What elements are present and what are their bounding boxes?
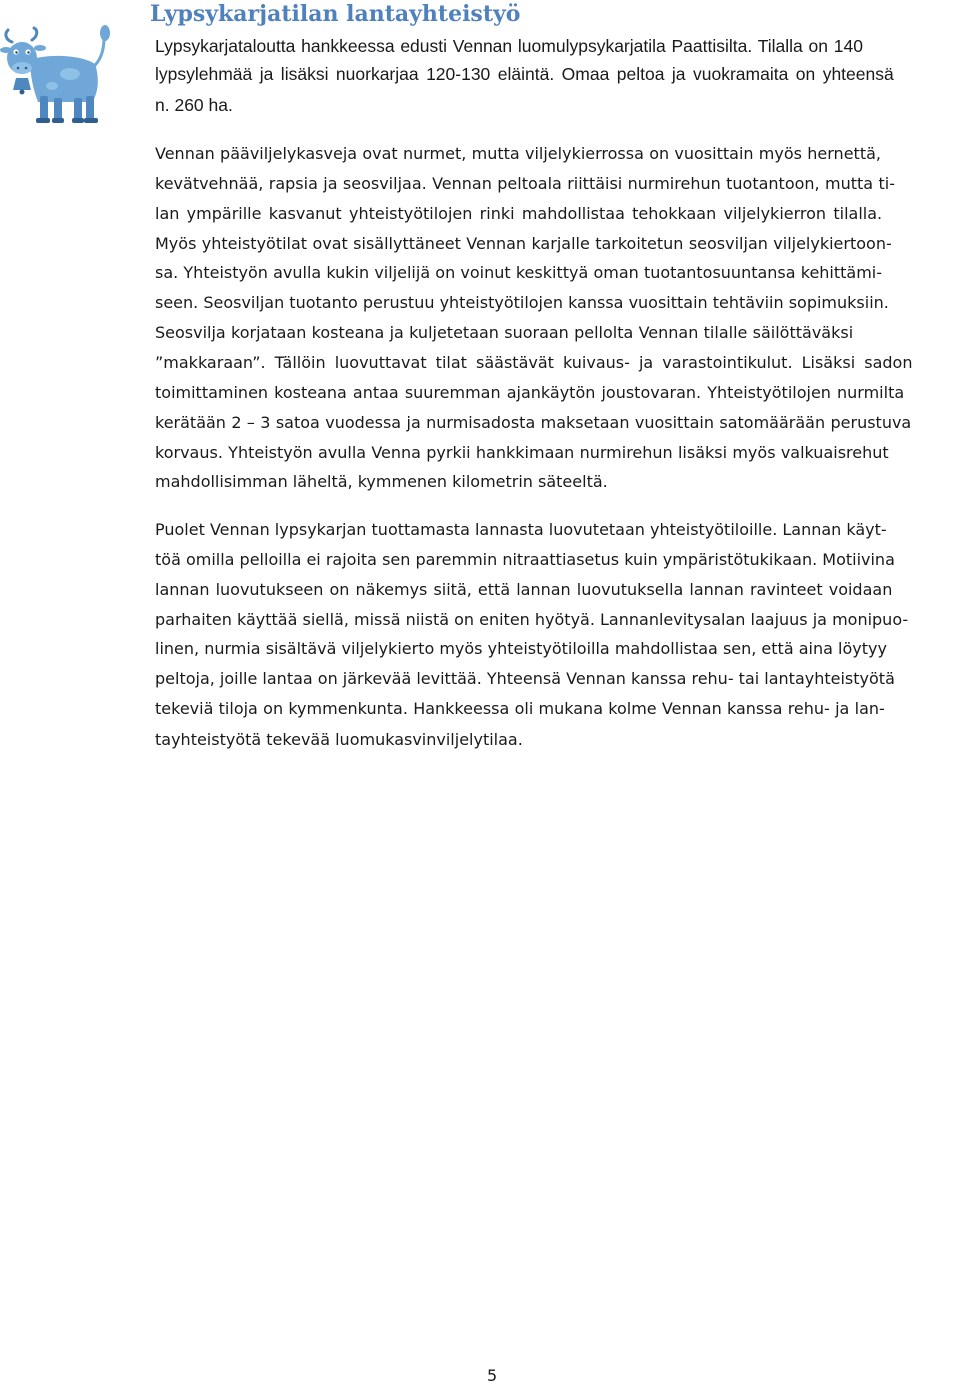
paragraph-3-line-7: tekeviä tiloja on kymmenkunta. Hankkeessa oli mukana kolme Vennan kanssa rehu- ja lan-: [155, 699, 885, 718]
paragraph-3-line-4: parhaiten käyttää siellä, missä niistä on eniten hyötyä. Lannanlevitysalan laajuus ja monipuo-: [155, 610, 909, 629]
paragraph-2-line-4: Myös yhteistyötilat ovat sisällyttäneet Vennan karjalle tarkoitetun seosviljan viljelykiertoon-: [155, 234, 892, 253]
page-number: 5: [487, 1366, 498, 1385]
paragraph-3-line-5: linen, nurmia sisältävä viljelykierto myös yhteistyötiloilla mahdollistaa sen, että aina löytyy: [155, 639, 887, 658]
paragraph-1-line-3: n. 260 ha.: [155, 95, 233, 115]
paragraph-2-line-9: toimittaminen kosteana antaa suuremman ajankäytön joustovaran. Yhteistyötilojen nurmilta: [155, 383, 905, 402]
cow-mascot-icon: [0, 24, 128, 136]
paragraph-2-line-3: lan ympärille kasvanut yhteistyötilojen rinki mahdollistaa tehokkaan viljelykierron tilalla.: [155, 204, 883, 223]
paragraph-2-line-7: Seosvilja korjataan kosteana ja kuljetetaan suoraan pellolta Vennan tilalle säilöttäväksi: [155, 323, 854, 342]
paragraph-3-line-2: töä omilla pelloilla ei rajoita sen paremmin nitraattiasetus kuin ympäristötukikaan. Motiivina: [155, 550, 895, 569]
paragraph-3-line-6: peltoja, joille lantaa on järkevää levittää. Yhteensä Vennan kanssa rehu- tai lantayhteistyötä: [155, 669, 895, 688]
paragraph-2-line-1: Vennan pääviljelykasveja ovat nurmet, mutta viljelykierrossa on vuosittain myös hernettä,: [155, 144, 881, 163]
paragraph-2-line-12: mahdollisimman läheltä, kymmenen kilometrin säteeltä.: [155, 472, 608, 491]
paragraph-1-line-1: Lypsykarjataloutta hankkeessa edusti Vennan luomulypsykarjatila Paattisilta. Tilalla on 140: [155, 36, 863, 56]
paragraph-2-line-6: seen. Seosviljan tuotanto perustuu yhteistyötilojen kanssa vuosittain tehtäviin sopimuksiin.: [155, 293, 889, 312]
paragraph-3-line-1: Puolet Vennan lypsykarjan tuottamasta lannasta luovutetaan yhteistyötiloille. Lannan käyt-: [155, 520, 887, 539]
paragraph-2-line-5: sa. Yhteistyön avulla kukin viljelijä on voinut keskittyä oman tuotantosuuntansa kehittämi-: [155, 263, 883, 282]
paragraph-2-line-11: korvaus. Yhteistyön avulla Venna pyrkii hankkimaan nurmirehun lisäksi myös valkuaisrehut: [155, 443, 889, 462]
paragraph-3-line-8: tayhteistyötä tekevää luomukasvinviljelytilaa.: [155, 730, 523, 749]
paragraph-2-line-10: kerätään 2 – 3 satoa vuodessa ja nurmisadosta maksetaan vuosittain satomäärään perustuva: [155, 413, 912, 432]
paragraph-2-line-8: ”makkaraan”. Tällöin luovuttavat tilat säästävät kuivaus- ja varastointikulut. Lisäksi sadon: [155, 353, 913, 372]
paragraph-2-line-2: kevätvehnää, rapsia ja seosviljaa. Vennan peltoala riittäisi nurmirehun tuotantoon, mutta ti-: [155, 174, 895, 193]
paragraph-1-line-2: lypsylehmää ja lisäksi nuorkarjaa 120-130 eläintä. Omaa peltoa ja vuokramaita on yhteensä: [155, 64, 894, 84]
paragraph-3-line-3: lannan luovutukseen on näkemys siitä, että lannan luovutuksella lannan ravinteet voidaan: [155, 580, 893, 599]
page-title: Lypsykarjatilan lantayhteistyö: [150, 1, 521, 27]
